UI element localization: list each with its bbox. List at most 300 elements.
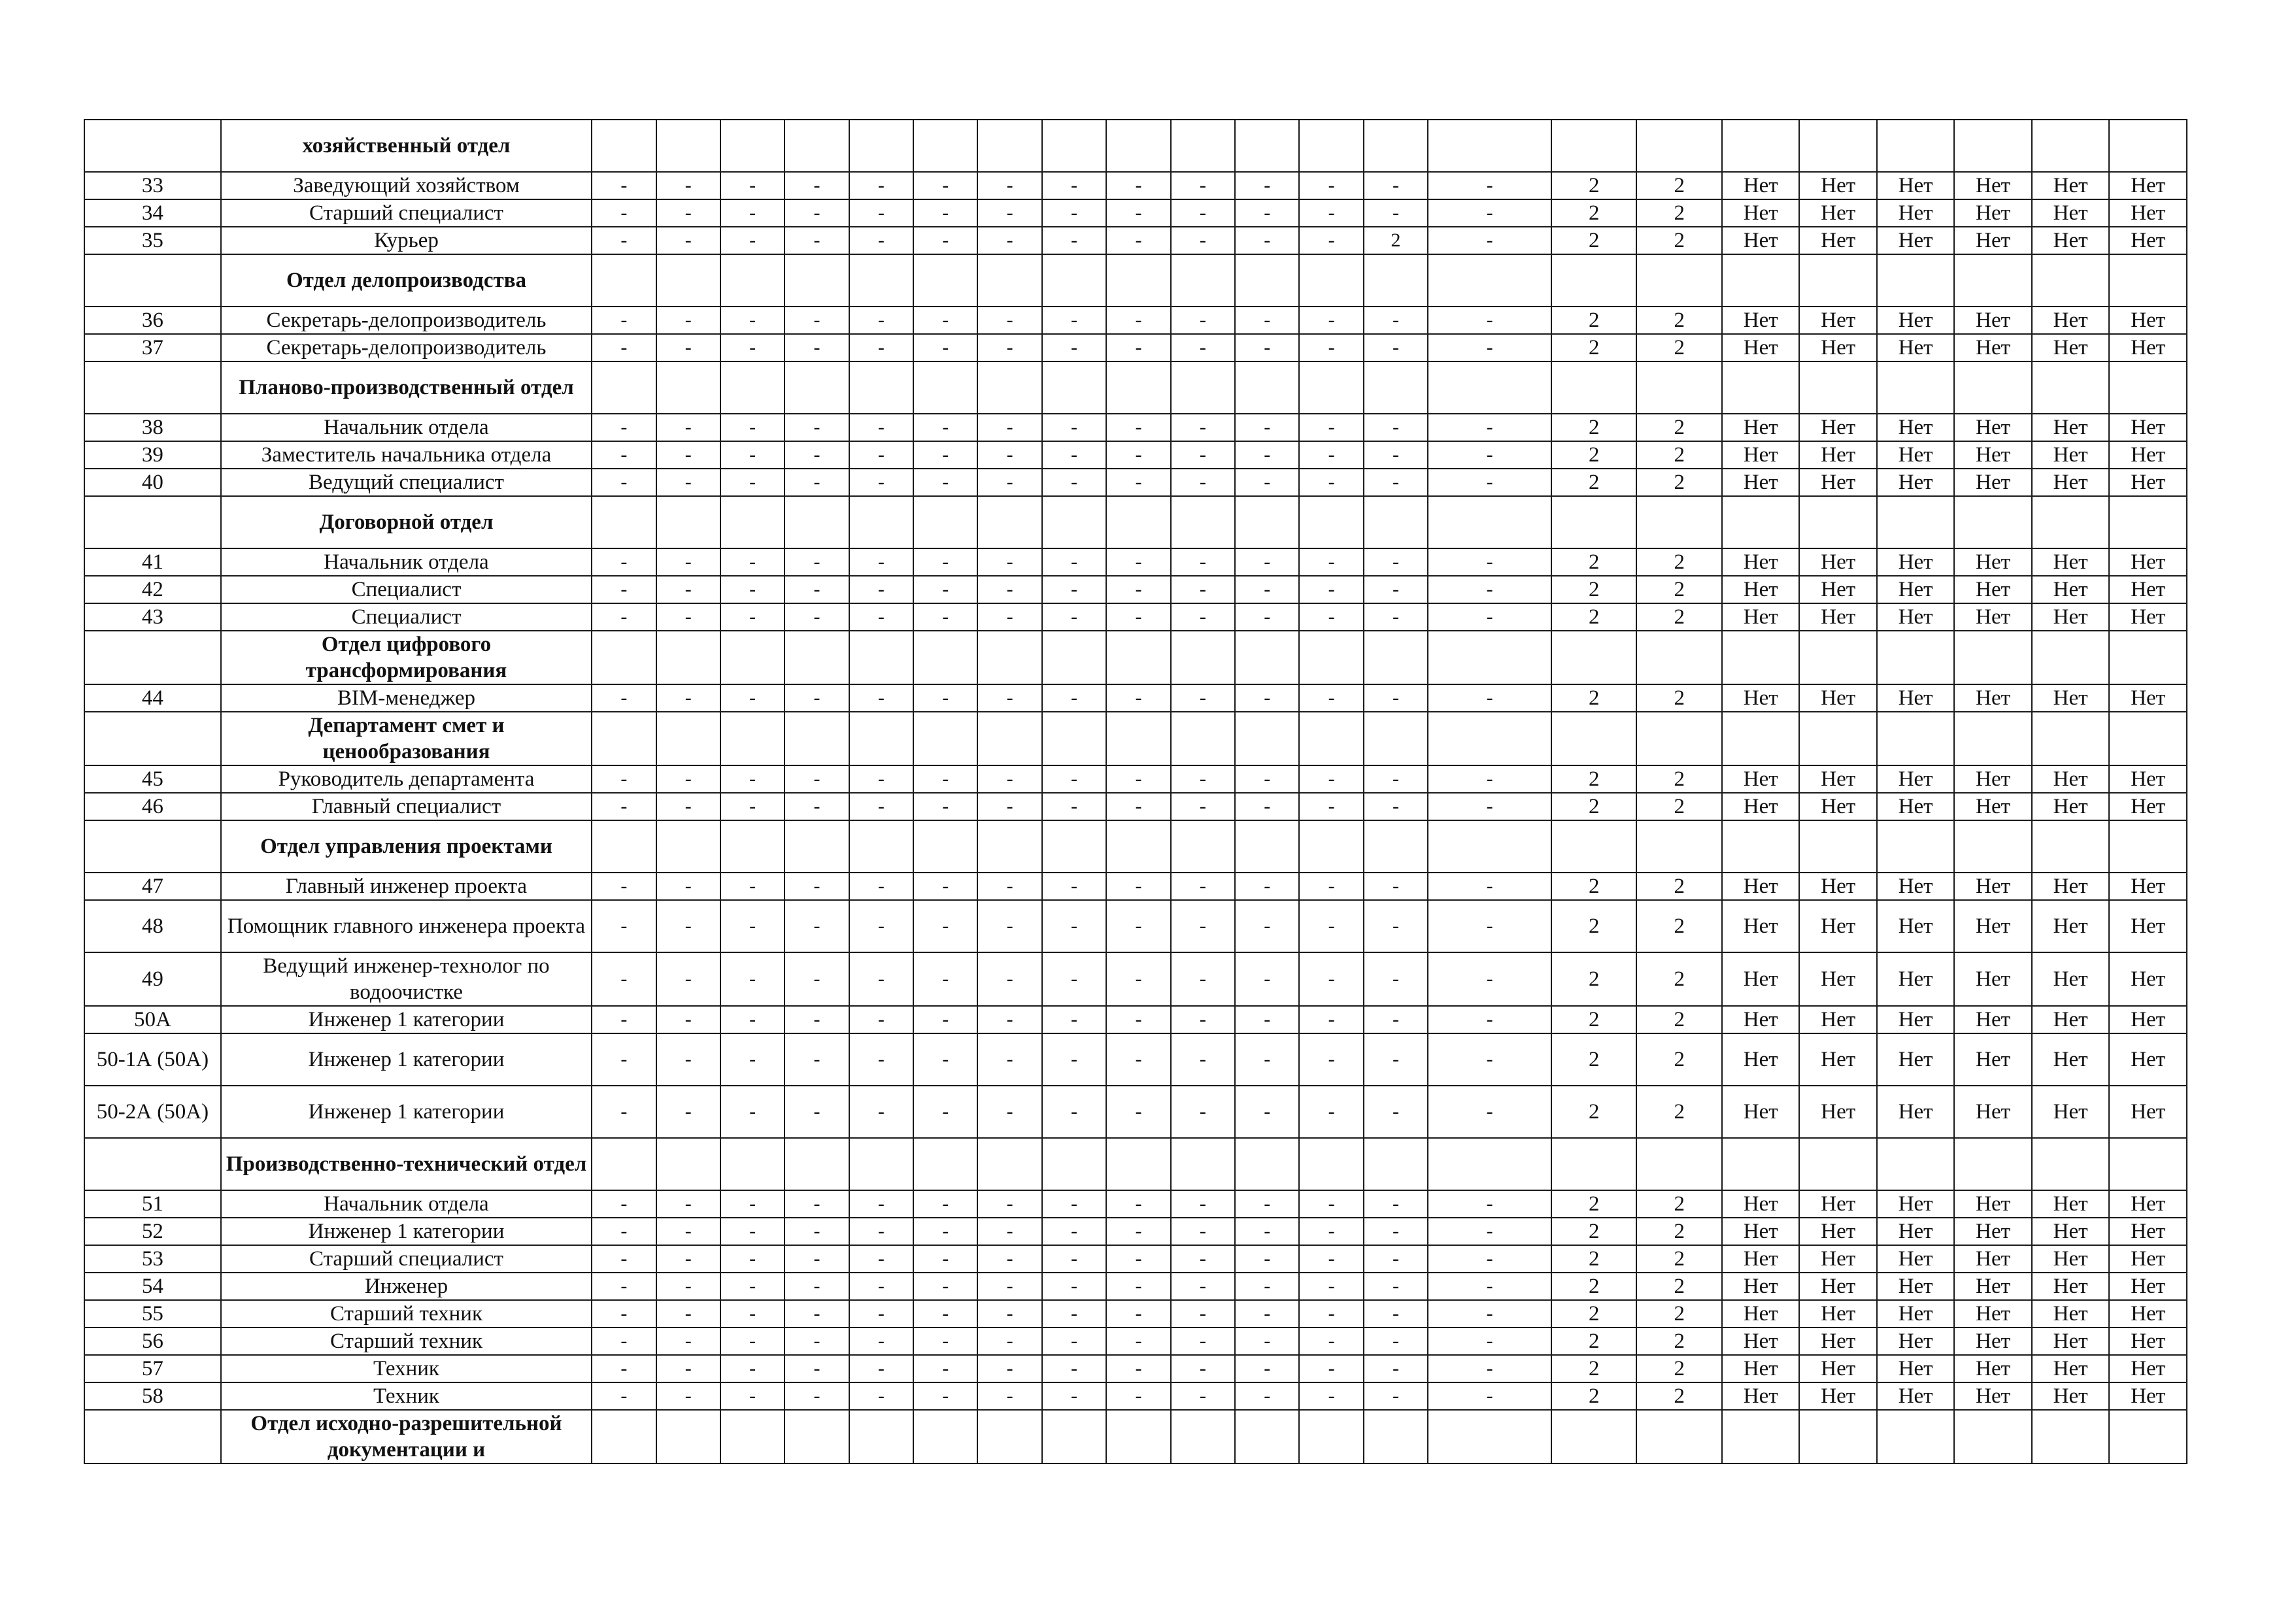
class-value-cell: 2	[1636, 1245, 1722, 1273]
dash-cell: -	[720, 414, 785, 441]
empty-cell	[977, 361, 1041, 414]
section-row	[84, 361, 2187, 414]
dash-cell: -	[913, 548, 977, 576]
empty-cell	[1428, 120, 1551, 172]
no-value-cell: Нет	[1722, 1300, 1799, 1328]
no-value-cell: Нет	[1799, 684, 1876, 712]
dash-cell: -	[1235, 227, 1299, 254]
dash-cell: -	[849, 469, 913, 496]
no-value-cell: Нет	[1954, 469, 2031, 496]
empty-cell	[1551, 712, 1637, 765]
empty-cell	[1428, 1138, 1551, 1190]
dash-cell: -	[1299, 793, 1363, 820]
dash-cell: -	[1299, 469, 1363, 496]
empty-cell	[1042, 712, 1106, 765]
dash-cell: -	[1171, 334, 1235, 361]
dash-cell: -	[1106, 1190, 1170, 1218]
dash-cell: -	[849, 1086, 913, 1138]
dash-cell: -	[656, 172, 720, 199]
no-value-cell: Нет	[1722, 469, 1799, 496]
dash-cell: -	[977, 548, 1041, 576]
dash-cell: -	[1042, 793, 1106, 820]
dash-cell: -	[1106, 199, 1170, 227]
dash-cell: -	[592, 441, 656, 469]
empty-cell	[1954, 361, 2031, 414]
dash-cell: -	[849, 684, 913, 712]
dash-cell: -	[1428, 793, 1551, 820]
empty-cell	[1722, 712, 1799, 765]
empty-cell	[849, 496, 913, 548]
dash-cell: -	[977, 873, 1041, 900]
dash-cell: -	[1299, 1218, 1363, 1245]
empty-cell	[849, 820, 913, 873]
row-number: 43	[84, 603, 221, 631]
dash-cell: -	[1364, 1355, 1428, 1382]
dash-cell: -	[785, 1273, 849, 1300]
dash-cell: -	[592, 469, 656, 496]
no-value-cell: Нет	[1799, 1355, 1876, 1382]
dash-cell: -	[913, 227, 977, 254]
class-value-cell: 2	[1636, 952, 1722, 1006]
class-value-cell: 2	[1551, 1086, 1637, 1138]
no-value-cell: Нет	[2109, 548, 2187, 576]
class-value-cell: 2	[1636, 900, 1722, 952]
no-value-cell: Нет	[2109, 441, 2187, 469]
row-number: 34	[84, 199, 221, 227]
class-value-cell: 2	[1636, 414, 1722, 441]
section-number-cell	[84, 1410, 221, 1463]
no-value-cell: Нет	[2032, 334, 2109, 361]
table-row	[84, 1033, 2187, 1086]
no-value-cell: Нет	[1722, 793, 1799, 820]
table-row	[84, 576, 2187, 603]
empty-cell	[1364, 1138, 1428, 1190]
section-title: Отдел исходно-разрешительной документации и	[221, 1410, 592, 1463]
dash-cell: -	[1428, 199, 1551, 227]
empty-cell	[1428, 1410, 1551, 1463]
no-value-cell: Нет	[1877, 1355, 1954, 1382]
no-value-cell: Нет	[1799, 576, 1876, 603]
section-title: Отдел делопроизводства	[221, 254, 592, 307]
dash-cell: -	[977, 469, 1041, 496]
empty-cell	[1106, 631, 1170, 684]
empty-cell	[849, 1410, 913, 1463]
no-value-cell: Нет	[1799, 1086, 1876, 1138]
section-row	[84, 712, 2187, 765]
empty-cell	[1235, 496, 1299, 548]
empty-cell	[1877, 631, 1954, 684]
no-value-cell: Нет	[1877, 414, 1954, 441]
dash-cell: -	[1171, 1006, 1235, 1033]
dash-cell: -	[592, 1245, 656, 1273]
empty-cell	[1722, 820, 1799, 873]
dash-cell: -	[720, 1273, 785, 1300]
dash-cell: -	[1235, 1245, 1299, 1273]
empty-cell	[1171, 1410, 1235, 1463]
empty-cell	[656, 712, 720, 765]
no-value-cell: Нет	[1799, 441, 1876, 469]
empty-cell	[913, 631, 977, 684]
dash-cell: -	[977, 576, 1041, 603]
dash-cell: -	[656, 1382, 720, 1410]
dash-cell: -	[785, 900, 849, 952]
class-value-cell: 2	[1636, 765, 1722, 793]
no-value-cell: Нет	[1954, 172, 2031, 199]
no-value-cell: Нет	[1954, 1006, 2031, 1033]
dash-cell: -	[1364, 1033, 1428, 1086]
empty-cell	[1954, 631, 2031, 684]
dash-cell: -	[1235, 1033, 1299, 1086]
empty-cell	[1235, 1410, 1299, 1463]
dash-cell: -	[977, 334, 1041, 361]
empty-cell	[785, 254, 849, 307]
empty-cell	[1877, 254, 1954, 307]
no-value-cell: Нет	[1954, 793, 2031, 820]
no-value-cell: Нет	[1722, 900, 1799, 952]
dash-cell: -	[977, 1033, 1041, 1086]
dash-cell: -	[1299, 576, 1363, 603]
dash-cell: -	[1171, 1033, 1235, 1086]
dash-cell: -	[1428, 441, 1551, 469]
class-value-cell: 2	[1551, 1273, 1637, 1300]
dash-cell: -	[1428, 414, 1551, 441]
dash-cell: -	[1299, 900, 1363, 952]
empty-cell	[1954, 1138, 2031, 1190]
class-value-cell: 2	[1636, 469, 1722, 496]
dash-cell: -	[656, 1006, 720, 1033]
no-value-cell: Нет	[1722, 172, 1799, 199]
no-value-cell: Нет	[2109, 334, 2187, 361]
empty-cell	[1042, 120, 1106, 172]
dash-cell: -	[1299, 548, 1363, 576]
dash-cell: -	[849, 1033, 913, 1086]
dash-cell: -	[1364, 1328, 1428, 1355]
dash-cell: -	[977, 1245, 1041, 1273]
dash-cell: -	[656, 765, 720, 793]
dash-cell: -	[913, 765, 977, 793]
empty-cell	[2109, 1138, 2187, 1190]
dash-cell: -	[785, 1006, 849, 1033]
dash-cell: -	[1171, 414, 1235, 441]
row-number: 39	[84, 441, 221, 469]
empty-cell	[1636, 496, 1722, 548]
class-value-cell: 2	[1636, 1006, 1722, 1033]
no-value-cell: Нет	[2032, 1086, 2109, 1138]
dash-cell: -	[913, 1245, 977, 1273]
no-value-cell: Нет	[1877, 576, 1954, 603]
dash-cell: -	[1428, 900, 1551, 952]
class-value-cell: 2	[1636, 1355, 1722, 1382]
dash-cell: -	[592, 334, 656, 361]
no-value-cell: Нет	[1954, 900, 2031, 952]
no-value-cell: Нет	[2032, 1218, 2109, 1245]
table-row	[84, 1086, 2187, 1138]
dash-cell: -	[1042, 1328, 1106, 1355]
dash-cell: -	[977, 1382, 1041, 1410]
empty-cell	[1299, 631, 1363, 684]
empty-cell	[1636, 1410, 1722, 1463]
no-value-cell: Нет	[1954, 1273, 2031, 1300]
dash-cell: -	[720, 441, 785, 469]
dash-cell: -	[913, 1086, 977, 1138]
dash-cell: -	[785, 548, 849, 576]
section-number-cell	[84, 820, 221, 873]
dash-cell: -	[1299, 1300, 1363, 1328]
dash-cell: -	[1171, 684, 1235, 712]
table-row	[84, 1328, 2187, 1355]
empty-cell	[977, 631, 1041, 684]
dash-cell: -	[1428, 548, 1551, 576]
no-value-cell: Нет	[1954, 684, 2031, 712]
no-value-cell: Нет	[1877, 548, 1954, 576]
dash-cell: -	[1235, 199, 1299, 227]
empty-cell	[849, 361, 913, 414]
dash-cell: -	[1235, 414, 1299, 441]
no-value-cell: Нет	[2032, 1033, 2109, 1086]
dash-cell: -	[592, 1190, 656, 1218]
row-number: 54	[84, 1273, 221, 1300]
dash-cell: -	[1042, 1273, 1106, 1300]
dash-cell: -	[785, 1218, 849, 1245]
section-row	[84, 1410, 2187, 1463]
class-value-cell: 2	[1636, 227, 1722, 254]
class-value-cell: 2	[1636, 1086, 1722, 1138]
empty-cell	[1299, 361, 1363, 414]
dash-cell: -	[785, 1355, 849, 1382]
no-value-cell: Нет	[1799, 469, 1876, 496]
dash-cell: -	[1106, 227, 1170, 254]
dash-cell: -	[1171, 1086, 1235, 1138]
dash-cell: -	[1171, 172, 1235, 199]
class-value-cell: 2	[1551, 172, 1637, 199]
empty-cell	[1428, 361, 1551, 414]
dash-cell: -	[1299, 1273, 1363, 1300]
no-value-cell: Нет	[2032, 952, 2109, 1006]
dash-cell: -	[977, 172, 1041, 199]
no-value-cell: Нет	[1722, 1355, 1799, 1382]
dash-cell: -	[977, 952, 1041, 1006]
dash-cell: -	[592, 576, 656, 603]
row-number: 35	[84, 227, 221, 254]
dash-cell: -	[913, 793, 977, 820]
dash-cell: -	[1364, 793, 1428, 820]
empty-cell	[977, 120, 1041, 172]
assessment-table	[84, 119, 2187, 1464]
empty-cell	[977, 712, 1041, 765]
class-value-cell: 2	[1551, 199, 1637, 227]
class-value-cell: 2	[1551, 684, 1637, 712]
no-value-cell: Нет	[1877, 1328, 1954, 1355]
dash-cell: -	[1428, 576, 1551, 603]
dash-cell: -	[1106, 307, 1170, 334]
empty-cell	[1299, 1410, 1363, 1463]
table-row	[84, 873, 2187, 900]
class-value-cell: 2	[1636, 1190, 1722, 1218]
dash-cell: -	[1171, 900, 1235, 952]
dash-cell: -	[913, 172, 977, 199]
dash-cell: -	[720, 172, 785, 199]
dash-cell: -	[1428, 1328, 1551, 1355]
empty-cell	[1171, 254, 1235, 307]
dash-cell: -	[656, 1033, 720, 1086]
class-value-cell: 2	[1551, 1355, 1637, 1382]
position-name: Инженер	[221, 1273, 592, 1300]
dash-cell: -	[656, 1218, 720, 1245]
dash-cell: -	[1235, 1382, 1299, 1410]
dash-cell: -	[1171, 199, 1235, 227]
empty-cell	[849, 1138, 913, 1190]
dash-cell: -	[1364, 576, 1428, 603]
dash-cell: -	[1428, 334, 1551, 361]
dash-cell: -	[849, 576, 913, 603]
dash-cell: -	[849, 1190, 913, 1218]
dash-cell: -	[1235, 1190, 1299, 1218]
dash-cell: -	[1106, 1328, 1170, 1355]
dash-cell: -	[1106, 548, 1170, 576]
dash-cell: -	[1042, 1245, 1106, 1273]
empty-cell	[2032, 631, 2109, 684]
empty-cell	[592, 496, 656, 548]
dash-cell: -	[656, 576, 720, 603]
no-value-cell: Нет	[2032, 684, 2109, 712]
dash-cell: -	[720, 227, 785, 254]
table-row	[84, 684, 2187, 712]
section-title: Производственно-технический отдел	[221, 1138, 592, 1190]
dash-cell: -	[1171, 603, 1235, 631]
empty-cell	[1799, 1410, 1876, 1463]
class-value-cell: 2	[1636, 1328, 1722, 1355]
dash-cell: -	[1364, 900, 1428, 952]
dash-cell: -	[1428, 1273, 1551, 1300]
table-row	[84, 1006, 2187, 1033]
dash-cell: -	[1042, 548, 1106, 576]
dash-cell: -	[1042, 334, 1106, 361]
empty-cell	[656, 631, 720, 684]
empty-cell	[2109, 1410, 2187, 1463]
class-value-cell: 2	[1551, 1033, 1637, 1086]
dash-cell: -	[1106, 1218, 1170, 1245]
dash-cell: -	[1042, 765, 1106, 793]
empty-cell	[785, 361, 849, 414]
dash-cell: -	[1042, 172, 1106, 199]
class-value-cell: 2	[1551, 414, 1637, 441]
dash-cell: -	[913, 1328, 977, 1355]
dash-cell: -	[1428, 307, 1551, 334]
no-value-cell: Нет	[2032, 900, 2109, 952]
dash-cell: -	[849, 1300, 913, 1328]
no-value-cell: Нет	[1877, 1245, 1954, 1273]
row-number: 36	[84, 307, 221, 334]
section-title: Планово-производственный отдел	[221, 361, 592, 414]
empty-cell	[1722, 1410, 1799, 1463]
no-value-cell: Нет	[1877, 873, 1954, 900]
empty-cell	[1171, 712, 1235, 765]
section-row	[84, 254, 2187, 307]
dash-cell: -	[1299, 952, 1363, 1006]
class-value-cell: 2	[1636, 199, 1722, 227]
dash-cell: -	[1106, 952, 1170, 1006]
no-value-cell: Нет	[1799, 603, 1876, 631]
section-number-cell	[84, 496, 221, 548]
dash-cell: -	[1428, 1300, 1551, 1328]
no-value-cell: Нет	[2109, 873, 2187, 900]
no-value-cell: Нет	[2109, 1300, 2187, 1328]
dash-cell: -	[785, 765, 849, 793]
class-value-cell: 2	[1551, 469, 1637, 496]
dash-cell: -	[1299, 765, 1363, 793]
table-row	[84, 952, 2187, 1006]
dash-cell: -	[1106, 576, 1170, 603]
empty-cell	[1722, 1138, 1799, 1190]
dash-cell: -	[1106, 334, 1170, 361]
dash-cell: -	[1364, 441, 1428, 469]
no-value-cell: Нет	[1877, 1273, 1954, 1300]
dash-cell: -	[592, 873, 656, 900]
position-name: Главный специалист	[221, 793, 592, 820]
no-value-cell: Нет	[1799, 765, 1876, 793]
empty-cell	[1428, 631, 1551, 684]
dash-cell: -	[1042, 414, 1106, 441]
class-value-cell: 2	[1636, 1033, 1722, 1086]
dash-cell: -	[1364, 1006, 1428, 1033]
table-row	[84, 227, 2187, 254]
dash-cell: -	[785, 172, 849, 199]
position-name: Курьер	[221, 227, 592, 254]
empty-cell	[2032, 120, 2109, 172]
no-value-cell: Нет	[2109, 603, 2187, 631]
dash-cell: -	[720, 576, 785, 603]
row-number: 56	[84, 1328, 221, 1355]
no-value-cell: Нет	[2032, 199, 2109, 227]
dash-cell: -	[720, 793, 785, 820]
table-row	[84, 172, 2187, 199]
empty-cell	[1551, 1410, 1637, 1463]
empty-cell	[1235, 712, 1299, 765]
dash-cell: -	[1106, 765, 1170, 793]
table-row	[84, 1300, 2187, 1328]
dash-cell: -	[977, 441, 1041, 469]
class-value-cell: 2	[1551, 548, 1637, 576]
dash-cell: -	[785, 1245, 849, 1273]
dash-cell: -	[656, 952, 720, 1006]
empty-cell	[1042, 820, 1106, 873]
empty-cell	[1428, 496, 1551, 548]
dash-cell: -	[1171, 307, 1235, 334]
section-number-cell	[84, 254, 221, 307]
row-number: 47	[84, 873, 221, 900]
dash-cell: -	[977, 793, 1041, 820]
empty-cell	[1799, 496, 1876, 548]
row-number: 57	[84, 1355, 221, 1382]
position-name: Техник	[221, 1382, 592, 1410]
no-value-cell: Нет	[1799, 952, 1876, 1006]
empty-cell	[1799, 631, 1876, 684]
empty-cell	[1954, 1410, 2031, 1463]
empty-cell	[656, 254, 720, 307]
no-value-cell: Нет	[1722, 952, 1799, 1006]
dash-cell: -	[592, 684, 656, 712]
dash-cell: -	[1171, 548, 1235, 576]
dash-cell: -	[785, 603, 849, 631]
empty-cell	[1877, 120, 1954, 172]
empty-cell	[1428, 712, 1551, 765]
empty-cell	[913, 496, 977, 548]
class-value-cell: 2	[1551, 765, 1637, 793]
no-value-cell: Нет	[1877, 765, 1954, 793]
dash-cell: -	[1042, 1355, 1106, 1382]
class-value-cell: 2	[1551, 603, 1637, 631]
table-row	[84, 793, 2187, 820]
